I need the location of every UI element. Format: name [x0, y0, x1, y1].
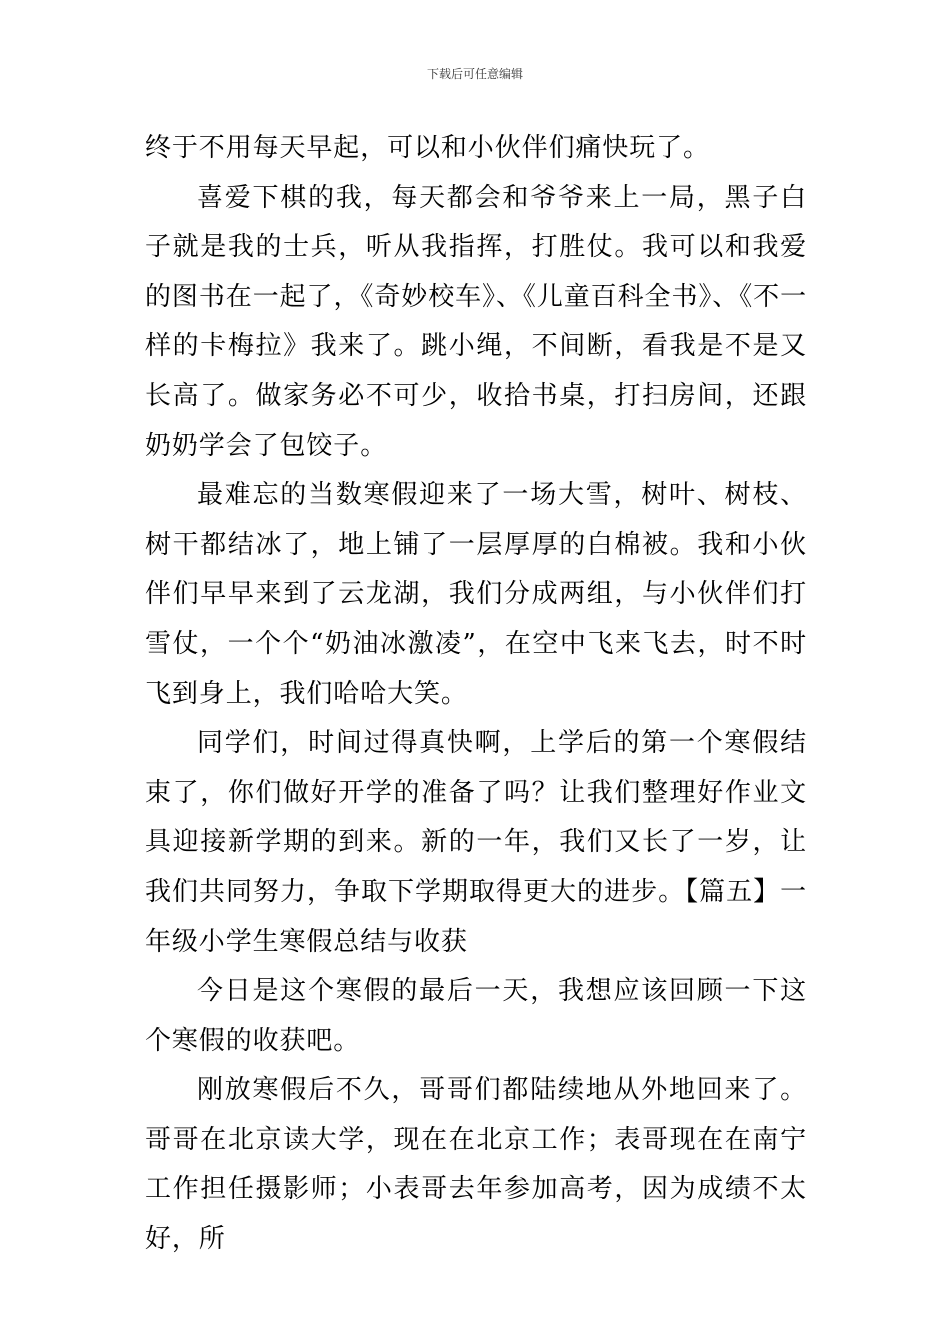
paragraph-last-day: 今日是这个寒假的最后一天，我想应该回顾一下这个寒假的收获吧。	[145, 976, 807, 1056]
paragraph-snow: 最难忘的当数寒假迎来了一场大雪，树叶、树枝、树干都结冰了，地上铺了一层厚厚的白棉被。我和小伙伴们早早来到了云龙湖，我们分成两组，与小伙伴们打雪仗，一个个“奶油冰激凌”，在空中飞来飞去，时不时飞到身上，我们哈哈大笑。	[145, 480, 807, 709]
paragraph-continuation: 终于不用每天早起，可以和小伙伴们痛快玩了。	[145, 133, 710, 163]
paragraph-classmates: 同学们，时间过得真快啊，上学后的第一个寒假结束了，你们做好开学的准备了吗？让我们整理好作业文具迎接新学期的到来。新的一年，我们又长了一岁，让我们共同努力，争取下学期取得更大的进步。【篇五】一年级小学生寒假总结与收获	[145, 728, 807, 957]
paragraph-chess-books: 喜爱下棋的我，每天都会和爷爷来上一局，黑子白子就是我的士兵，听从我指挥，打胜仗。我可以和我爱的图书在一起了，《奇妙校车》、《儿童百科全书》、《不一样的卡梅拉》我来了。跳小绳，不间断，看我是不是又长高了。做家务必不可少，收拾书桌，打扫房间，还跟奶奶学会了包饺子。	[145, 182, 807, 461]
page-header-note: 下载后可任意编辑	[426, 67, 523, 81]
document-body	[145, 124, 807, 1265]
paragraph-brothers: 刚放寒假后不久，哥哥们都陆续地从外地回来了。哥哥在北京读大学，现在在北京工作；表哥现在在南宁工作担任摄影师；小表哥去年参加高考，因为成绩不太好，所	[145, 1075, 807, 1255]
